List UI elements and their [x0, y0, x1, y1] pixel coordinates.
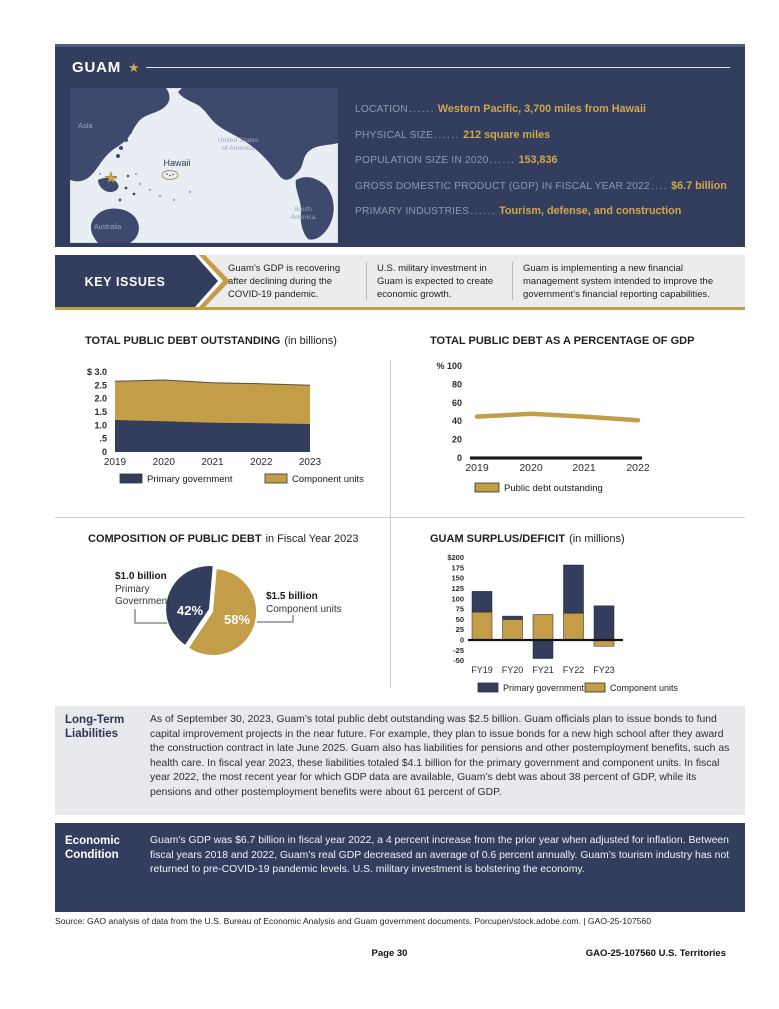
svg-text:$200: $200 — [447, 553, 464, 563]
territory-facts — [355, 102, 743, 230]
chart-title-main: TOTAL PUBLIC DEBT OUTSTANDING — [85, 335, 281, 347]
map-island-hawaii — [166, 173, 168, 175]
chart-title-main: TOTAL PUBLIC DEBT AS A PERCENTAGE OF GDP — [430, 335, 695, 347]
fact-dots: ...... — [434, 129, 461, 141]
section-label — [65, 713, 124, 741]
economic-condition-section — [55, 823, 745, 912]
svg-text:0: 0 — [459, 635, 464, 645]
fact-label: GROSS DOMESTIC PRODUCT (GDP) IN FISCAL YEAR 2022 — [355, 180, 650, 192]
report-number: GAO-25-107560 U.S. Territories — [585, 948, 726, 959]
map-label-usa-1: United States — [217, 137, 259, 144]
pie-annotation-label: Component units — [266, 603, 342, 615]
svg-text:.5: .5 — [99, 433, 107, 444]
svg-text:125: 125 — [451, 584, 464, 593]
svg-text:80: 80 — [451, 379, 462, 390]
svg-text:2021: 2021 — [201, 457, 224, 468]
pacific-map-svg — [70, 88, 338, 243]
map-island — [124, 138, 128, 142]
chart-grid-vertical-divider — [390, 360, 391, 688]
svg-text:FY21: FY21 — [532, 665, 554, 675]
header-rule — [146, 67, 730, 68]
map-island — [125, 187, 128, 190]
fact-row-location — [355, 102, 743, 117]
map-label-hawaii: Hawaii — [163, 158, 191, 168]
svg-text:FY23: FY23 — [593, 665, 615, 675]
map-island — [128, 130, 132, 134]
chart-debt-outstanding — [55, 330, 390, 515]
svg-text:$ 3.0: $ 3.0 — [86, 366, 107, 377]
svg-text:Component units: Component units — [610, 683, 679, 693]
fact-value: Western Pacific, 3,700 miles from Hawaii — [437, 103, 646, 115]
section-body: Guam’s GDP was $6.7 billion in fiscal year 2022, a 4 percent increase from the prior year when adjusted for inflation. Between fiscal years 2018 and 2022, Guam’s real GDP decreased an average of 0.6 percent annually. Guam’s tourism industry has not returned to pre-COVID-19 pandemic levels. U.S. military investment is bolstering the economy. — [150, 835, 730, 876]
debt-pct-gdp-line-chart — [400, 350, 745, 500]
surplus-deficit-bar-chart — [400, 543, 745, 705]
guam-location-star-icon: ★ — [104, 170, 118, 187]
svg-text:150: 150 — [451, 573, 464, 583]
chart-title-note: (in millions) — [569, 533, 625, 545]
fact-dots: .... — [650, 180, 669, 192]
chart-debt-pct-gdp — [400, 330, 745, 515]
svg-text:60: 60 — [451, 397, 462, 408]
chart-title — [88, 533, 359, 545]
svg-text:2019: 2019 — [465, 462, 489, 474]
svg-text:Primary government: Primary government — [147, 474, 233, 485]
svg-text:75: 75 — [455, 604, 464, 614]
svg-text:2022: 2022 — [250, 457, 273, 468]
key-issues-divider — [366, 262, 367, 300]
chart-title — [430, 335, 698, 347]
chart-surplus-deficit — [400, 525, 745, 705]
fact-value: 153,836 — [518, 154, 558, 167]
key-issue-2: U.S. military investment in Guam is expected to create economic growth. — [377, 263, 494, 300]
territory-header-panel — [55, 44, 745, 247]
svg-text:2019: 2019 — [103, 457, 127, 468]
fact-row-population — [355, 153, 743, 168]
gold-rule — [55, 307, 745, 310]
map-label-australia: Australia — [94, 224, 122, 231]
pie-annotation-amount: $1.0 billion — [115, 571, 167, 582]
fact-dots: ...... — [489, 155, 516, 167]
svg-text:-25: -25 — [453, 645, 464, 655]
svg-text:2.5: 2.5 — [94, 380, 107, 391]
chart-debt-composition — [55, 525, 390, 700]
chart-title — [85, 335, 337, 347]
svg-text:0: 0 — [456, 453, 462, 463]
section-body: As of September 30, 2023, Guam’s total public debt outstanding was $2.5 billion. Guam officials plan to issue bonds to fund capital improvement projects in the near future. For example, they plan to issue bonds for a new high school after they award the construction contract in late June 2025. Guam also has liabilities for pensions and other postemployment benefits, such as health care. In fiscal year 2023, these liabilities totaled $4.1 billion for the primary government and component units. In fiscal year 2022, the most recent year for which GDP data are available, Guam’s debt was about 38 percent of GDP, while its pensions and other postemployment benefits were about 61 percent of GDP. — [150, 714, 730, 798]
svg-text:0: 0 — [101, 447, 107, 457]
fact-label: LOCATION — [355, 104, 408, 115]
chart-title-note: (in billions) — [284, 335, 337, 347]
svg-text:58%: 58% — [223, 612, 251, 627]
key-issue-1: Guam’s GDP is recovering after declining during the COVID-19 pandemic. — [228, 263, 341, 300]
svg-text:% 100: % 100 — [436, 361, 462, 371]
map-label-south-america-2: America — [290, 214, 316, 221]
map-island — [119, 199, 122, 202]
map-island-hawaii — [172, 174, 174, 176]
fact-row-industries — [355, 204, 743, 219]
pie-annotation-primary — [115, 571, 170, 609]
pie-annotation-label: Government — [115, 596, 171, 607]
svg-text:FY19: FY19 — [471, 665, 493, 675]
svg-text:2021: 2021 — [572, 462, 596, 474]
key-issue-3: Guam is implementing a new financial management system intended to improve the government’s financial reporting capabilities. — [523, 263, 714, 300]
svg-text:Public debt outstanding: Public debt outstanding — [504, 483, 603, 494]
chart-title-note: in Fiscal Year 2023 — [265, 533, 359, 545]
chart-title-main: GUAM SURPLUS/DEFICIT — [430, 533, 566, 545]
pacific-map — [70, 88, 338, 248]
map-island — [127, 175, 129, 177]
section-label-line: Liabilities — [65, 728, 119, 740]
map-label-asia: Asia — [78, 121, 93, 130]
fact-row-physical-size — [355, 128, 743, 143]
fact-value: Tourism, defense, and construction — [499, 205, 682, 218]
fact-row-gdp — [355, 179, 743, 194]
svg-text:25: 25 — [455, 625, 464, 635]
section-label-line: Economic — [65, 835, 120, 847]
section-label — [65, 834, 120, 862]
map-label-usa-2: of America — [221, 145, 255, 152]
svg-text:2020: 2020 — [152, 457, 175, 468]
pie-annotation-component — [266, 591, 342, 616]
fact-label: PHYSICAL SIZE — [355, 129, 434, 141]
fact-value: 212 square miles — [463, 128, 551, 141]
map-island — [133, 193, 136, 196]
svg-text:FY22: FY22 — [562, 665, 585, 675]
svg-text:40: 40 — [451, 416, 462, 427]
fact-dots: ...... — [408, 104, 435, 115]
pie-annotation-amount: $1.5 billion — [266, 591, 318, 602]
page-number: Page 30 — [371, 948, 408, 959]
fact-label: PRIMARY INDUSTRIES — [355, 206, 470, 218]
chart-title-main: COMPOSITION OF PUBLIC DEBT — [88, 533, 262, 545]
fact-dots: ...... — [470, 206, 497, 218]
map-island — [119, 146, 123, 150]
svg-text:175: 175 — [451, 563, 464, 573]
key-issues-banner — [55, 255, 235, 307]
debt-composition-pie-chart — [55, 545, 390, 697]
key-issues-title: KEY ISSUES — [84, 275, 166, 289]
debt-outstanding-area-chart — [55, 350, 390, 495]
svg-text:2.0: 2.0 — [94, 393, 107, 404]
svg-text:100: 100 — [451, 594, 464, 604]
svg-text:2020: 2020 — [519, 462, 543, 474]
long-term-liabilities-section — [55, 706, 745, 815]
territory-star-icon: ★ — [128, 59, 140, 75]
svg-text:50: 50 — [455, 614, 464, 624]
map-island — [116, 154, 120, 158]
map-label-south-america-1: South — [294, 206, 312, 213]
svg-text:1.5: 1.5 — [94, 406, 107, 417]
svg-text:42%: 42% — [176, 603, 204, 618]
fact-value: $6.7 billion — [671, 179, 727, 192]
source-line: Source: GAO analysis of data from the U.S. Bureau of Economic Analysis and Guam government documents. Porcupen/stock.adobe.com. | GAO-25-107560 — [55, 916, 651, 926]
svg-text:Primary government: Primary government — [503, 683, 585, 693]
section-label-line: Condition — [65, 849, 119, 861]
svg-text:1.0: 1.0 — [94, 420, 107, 431]
territory-title-row — [72, 59, 730, 76]
fact-label: POPULATION SIZE IN 2020 — [355, 155, 489, 167]
svg-text:FY20: FY20 — [501, 665, 524, 675]
svg-text:Component units: Component units — [292, 474, 364, 485]
svg-text:-50: -50 — [453, 656, 464, 666]
svg-text:20: 20 — [451, 434, 462, 445]
map-island-hawaii — [169, 175, 171, 177]
chart-grid-horizontal-divider — [55, 517, 745, 518]
svg-text:2022: 2022 — [626, 462, 650, 474]
territory-name: GUAM — [72, 59, 122, 76]
section-label-line: Long-Term — [65, 714, 125, 726]
svg-text:2023: 2023 — [298, 457, 322, 468]
key-issues-divider — [512, 262, 513, 300]
pie-annotation-label: Primary — [115, 583, 150, 595]
